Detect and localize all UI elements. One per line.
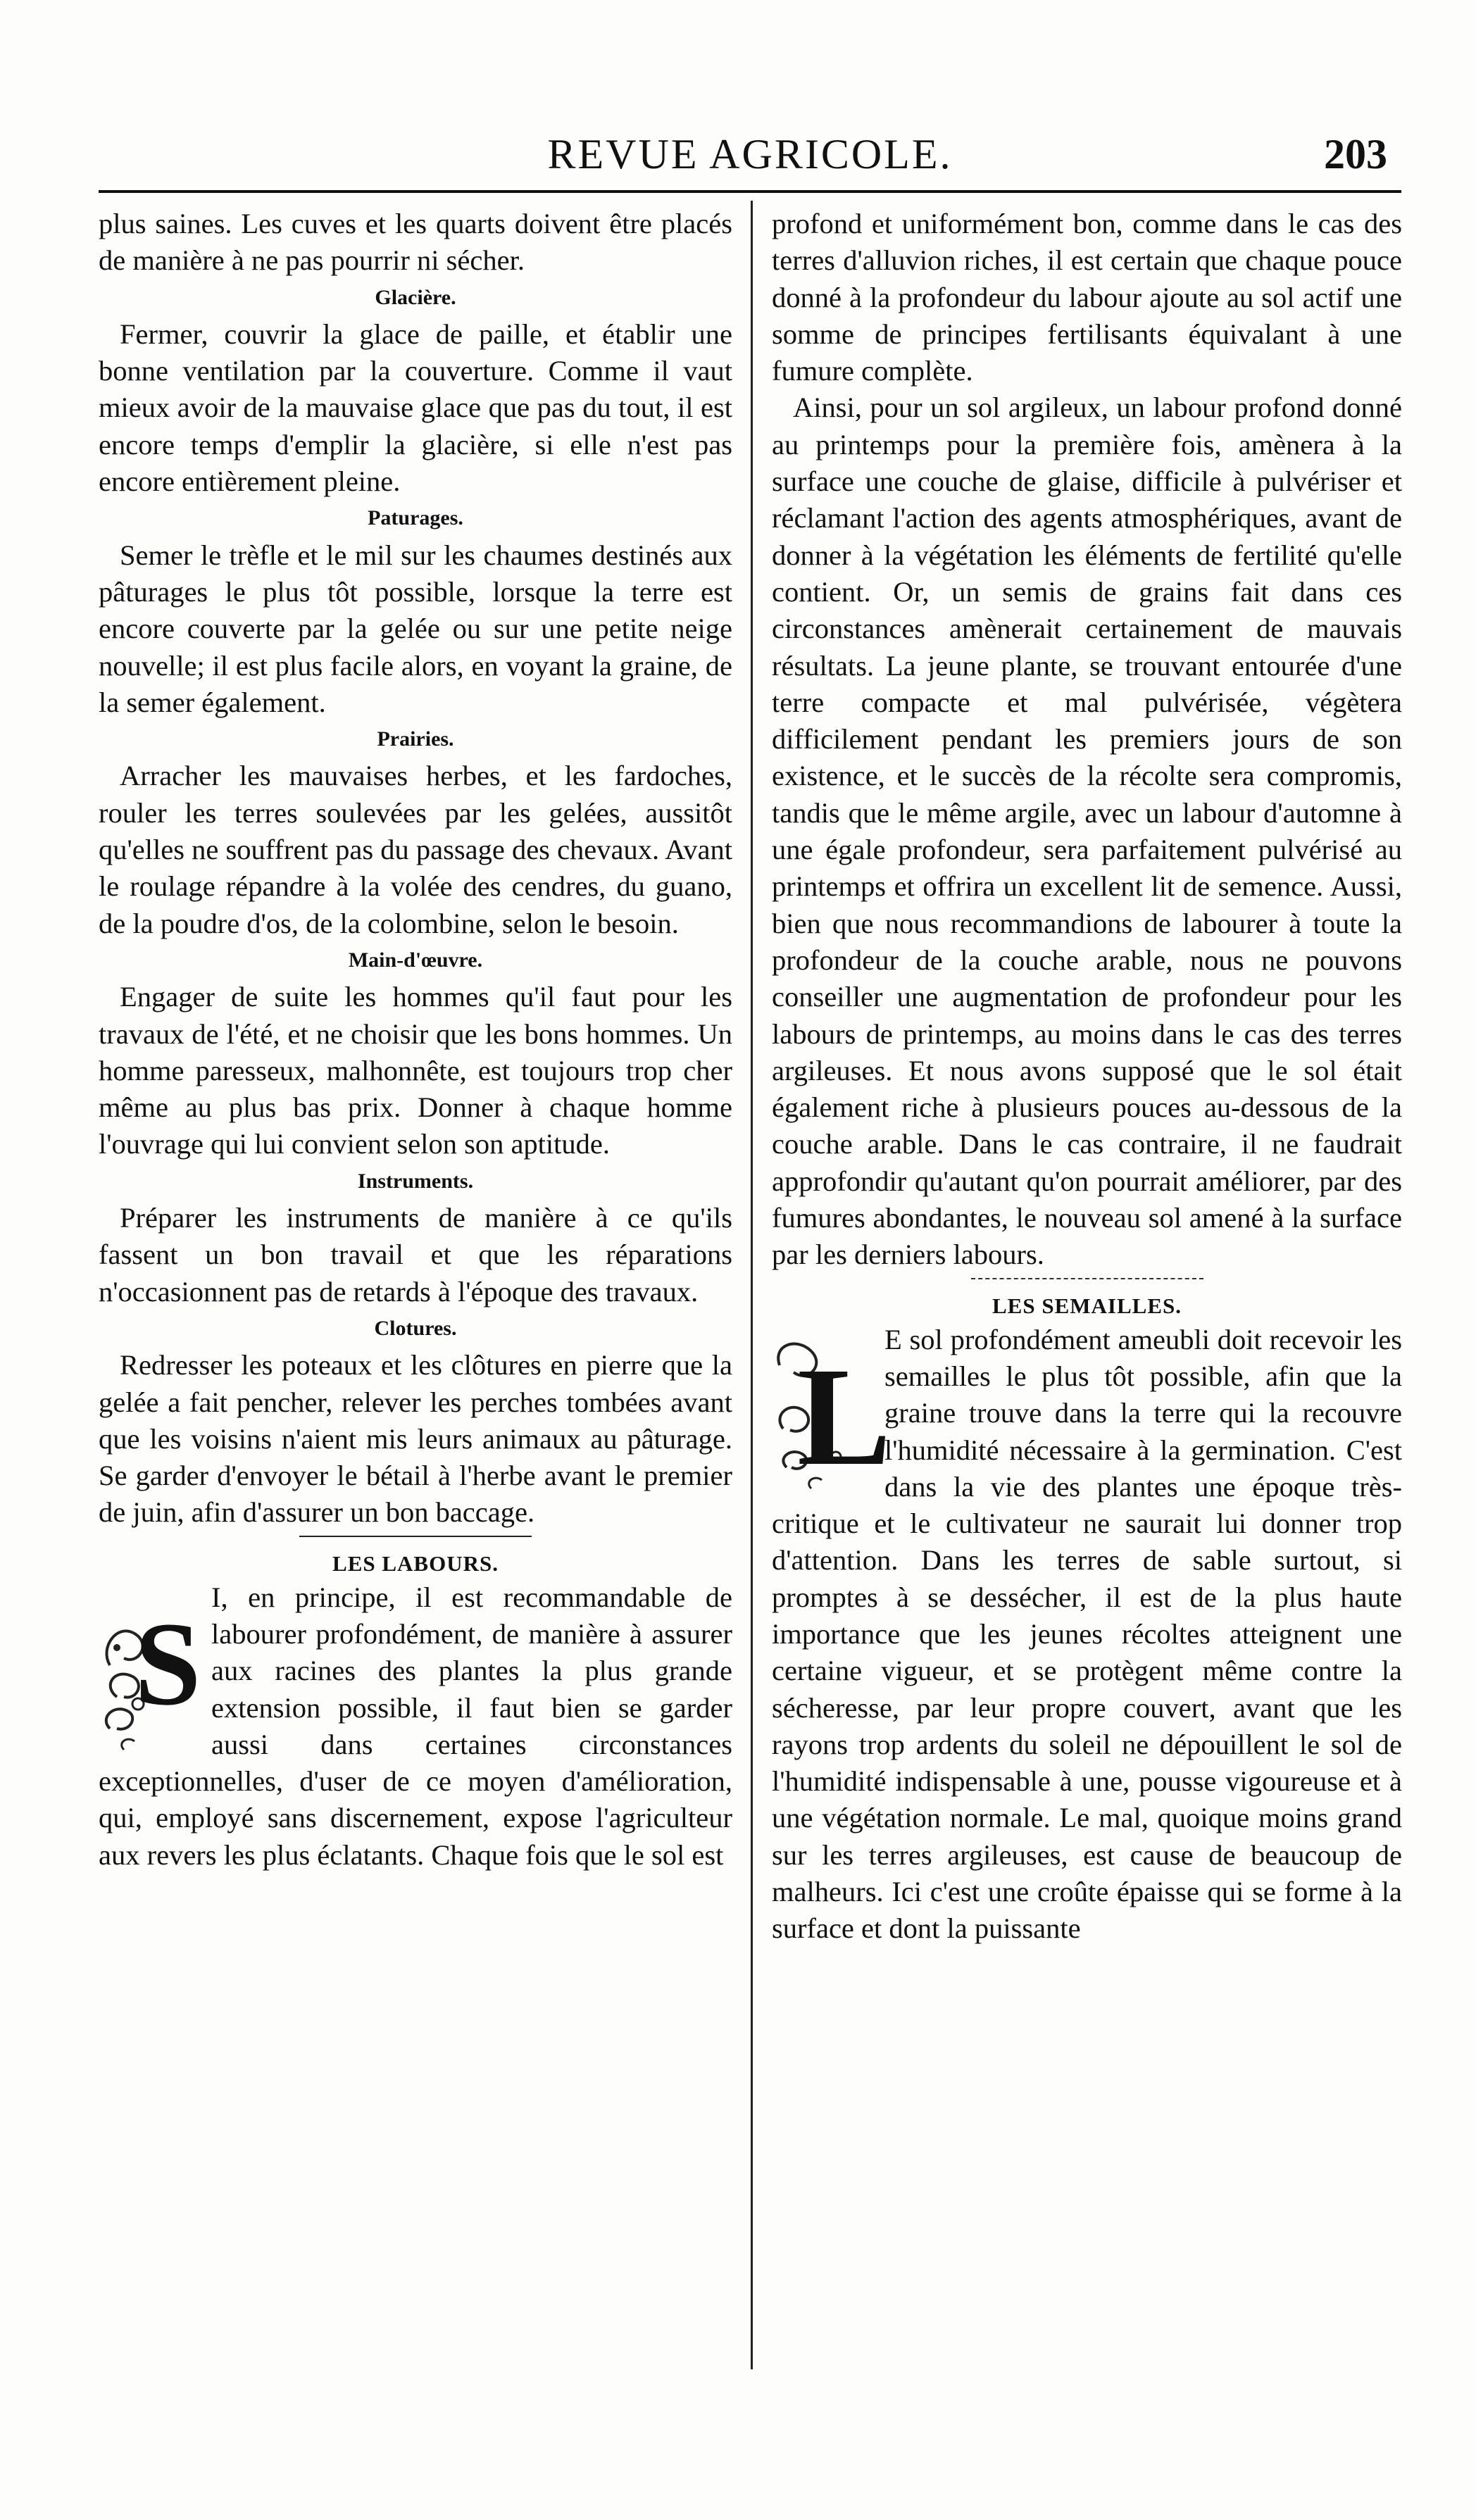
labours-top-rule — [299, 1536, 532, 1537]
dropcap-l-graphic — [769, 1323, 892, 1503]
clotures-paragraph: Redresser les poteaux et les clôtures en pierre que la gelée a fait pencher, relever les perches tombées avant que les voisins n'aient mis leurs animaux au pâturage. Se garder d'envoyer le bétail à l'herbe avant le premier de juin, afin d'assurer un bon baccage. — [99, 1349, 732, 1529]
semailles-top-rule — [971, 1278, 1203, 1279]
labours-section — [99, 1579, 732, 1874]
glaciere-paragraph: Fermer, couvrir la glace de paille, et établir une bonne ventilation par la couverture. Comme il vaut mieux avoir de la mauvaise glace que pas du tout, il est encore temps d'emplir la glacière, si elle n'est pas encore entièrement pleine. — [99, 318, 732, 498]
labours-paragraph: I, en principe, il est recommandable de labourer profondément, de manière à assurer aux racines des plantes la plus grande extension possible, il faut bien se garder aussi dans certaines circonstances exceptionnelles, d'user de ce moyen d'amélioration, qui, employé sans discernement, expose l'agriculteur aux revers les plus éclatants. Chaque fois que le sol est — [99, 1581, 732, 1871]
ornamental-dropcap-s-icon — [96, 1581, 201, 1760]
dropcap-l-letter: L — [797, 1339, 892, 1495]
glaciere-heading: Glacière. — [375, 285, 456, 309]
right-column — [772, 206, 1402, 1948]
main-doeuvre-heading: Main-d'œuvre. — [348, 948, 483, 972]
continuation-paragraph: profond et uniformément bon, comme dans le cas des terres d'alluvion riches, il est certain que chaque pouce donné à la profondeur du labour ajoute au sol actif une somme de principes fertilisants équivalant à une fumure complète. — [772, 208, 1402, 387]
column-divider — [751, 201, 753, 2369]
semailles-paragraph: E sol profondément ameubli doit recevoir les semailles le plus tôt possible, afin que la graine trouve dans la terre qui la recouvre l'humidité nécessaire à la germination. C'est dans la vie des plantes une époque très-critique et le cultivateur ne saurait lui donner trop d'attention. Dans les terres de sable surtout, si promptes à se dessécher, il est de la plus haute importance que les jeunes récoltes atteignent une certaine vigueur, et se protègent même contre la sécheresse, par leur propre couvert, avant que les rayons trop ardents du soleil ne dépouillent le sol de l'humidité indispensable à une, pousse vigoureuse et à une végétation normale. Le mal, quoique moins grand sur les terres argileuses, est cause de beaucoup de malheurs. Ici c'est une croûte épaisse qui se forme à la surface et dont la puissante — [772, 1323, 1402, 1945]
running-header — [99, 113, 1401, 176]
paturages-heading: Paturages. — [368, 506, 463, 530]
clotures-heading: Clotures. — [374, 1316, 457, 1340]
prairies-paragraph: Arracher les mauvaises herbes, et les fardoches, rouler les terres soulevées par les gelées, aussitôt qu'elles ne souffrent pas du passage des chevaux. Avant le roulage répandre à la volée des cendres, du guano, de la poudre d'os, de la colombine, selon le besoin. — [99, 760, 732, 939]
left-column — [99, 206, 732, 1874]
instruments-paragraph: Préparer les instruments de manière à ce qu'ils fassent un bon travail et que les réparations n'occasionnent pas de retards à l'époque des travaux. — [99, 1202, 732, 1308]
labours-title: LES LABOURS. — [332, 1550, 499, 1576]
semailles-title: LES SEMAILLES. — [992, 1293, 1182, 1318]
dropcap-s-letter: S — [135, 1597, 201, 1730]
journal-title: REVUE AGRICOLE. — [547, 131, 953, 177]
intro-paragraph: plus saines. Les cuves et les quarts doivent être placés de manière à ne pas pourrir ni sécher. — [99, 208, 732, 277]
semailles-section — [772, 1322, 1402, 1948]
page-number: 203 — [1324, 131, 1387, 177]
paturages-paragraph: Semer le trèfle et le mil sur les chaumes destinés aux pâturages le plus tôt possible, lorsque la terre est encore couverte par la gelée ou sur une petite neige nouvelle; il est plus facile alors, en voyant la graine, de la semer également. — [99, 539, 732, 718]
ornamental-dropcap-l-icon — [769, 1323, 892, 1503]
argile-paragraph: Ainsi, pour un sol argileux, un labour profond donné au printemps pour la première fois, amènera à la surface une couche de glaise, difficile à pulvériser et réclamant l'action des agents atmosphériques, avant de donner à la végétation les éléments de fertilité qu'elle contient. Or, un semis de grains fait dans ces circonstances amènerait certainement de mauvais résultats. La jeune plante, se trouvant entourée d'une terre compacte et mal pulvérisée, végètera difficilement pendant les premiers jours de son existence, et le succès de la récolte sera compromis, tandis que le même argile, avec un labour d'automne à une égale profondeur, sera parfaitement pulvérisé au printemps et offrira un excellent lit de semence. Aussi, bien que nous recommandions de labourer à toute la profondeur de la couche arable, nous ne pouvons conseiller une augmentation de profondeur pour les labours de printemps, au moins dans le cas des terres argileuses. Et nous avons supposé que le sol était également riche à plusieurs pouces au-dessous de la couche arable. Dans le cas contraire, il ne faudrait approfondir qu'autant qu'on pourrait améliorer, par des fumures abondantes, le nouveau sol amené à la surface par les derniers labours. — [772, 391, 1402, 1271]
instruments-heading: Instruments. — [357, 1169, 474, 1193]
prairies-heading: Prairies. — [377, 727, 454, 751]
main-doeuvre-paragraph: Engager de suite les hommes qu'il faut pour les travaux de l'été, et ne choisir que les bons hommes. Un homme paresseux, malhonnête, est toujours trop cher même au plus bas prix. Donner à chaque homme l'ouvrage qui lui convient selon son aptitude. — [99, 981, 732, 1160]
dropcap-s-graphic — [96, 1581, 201, 1760]
header-rule — [99, 190, 1401, 193]
